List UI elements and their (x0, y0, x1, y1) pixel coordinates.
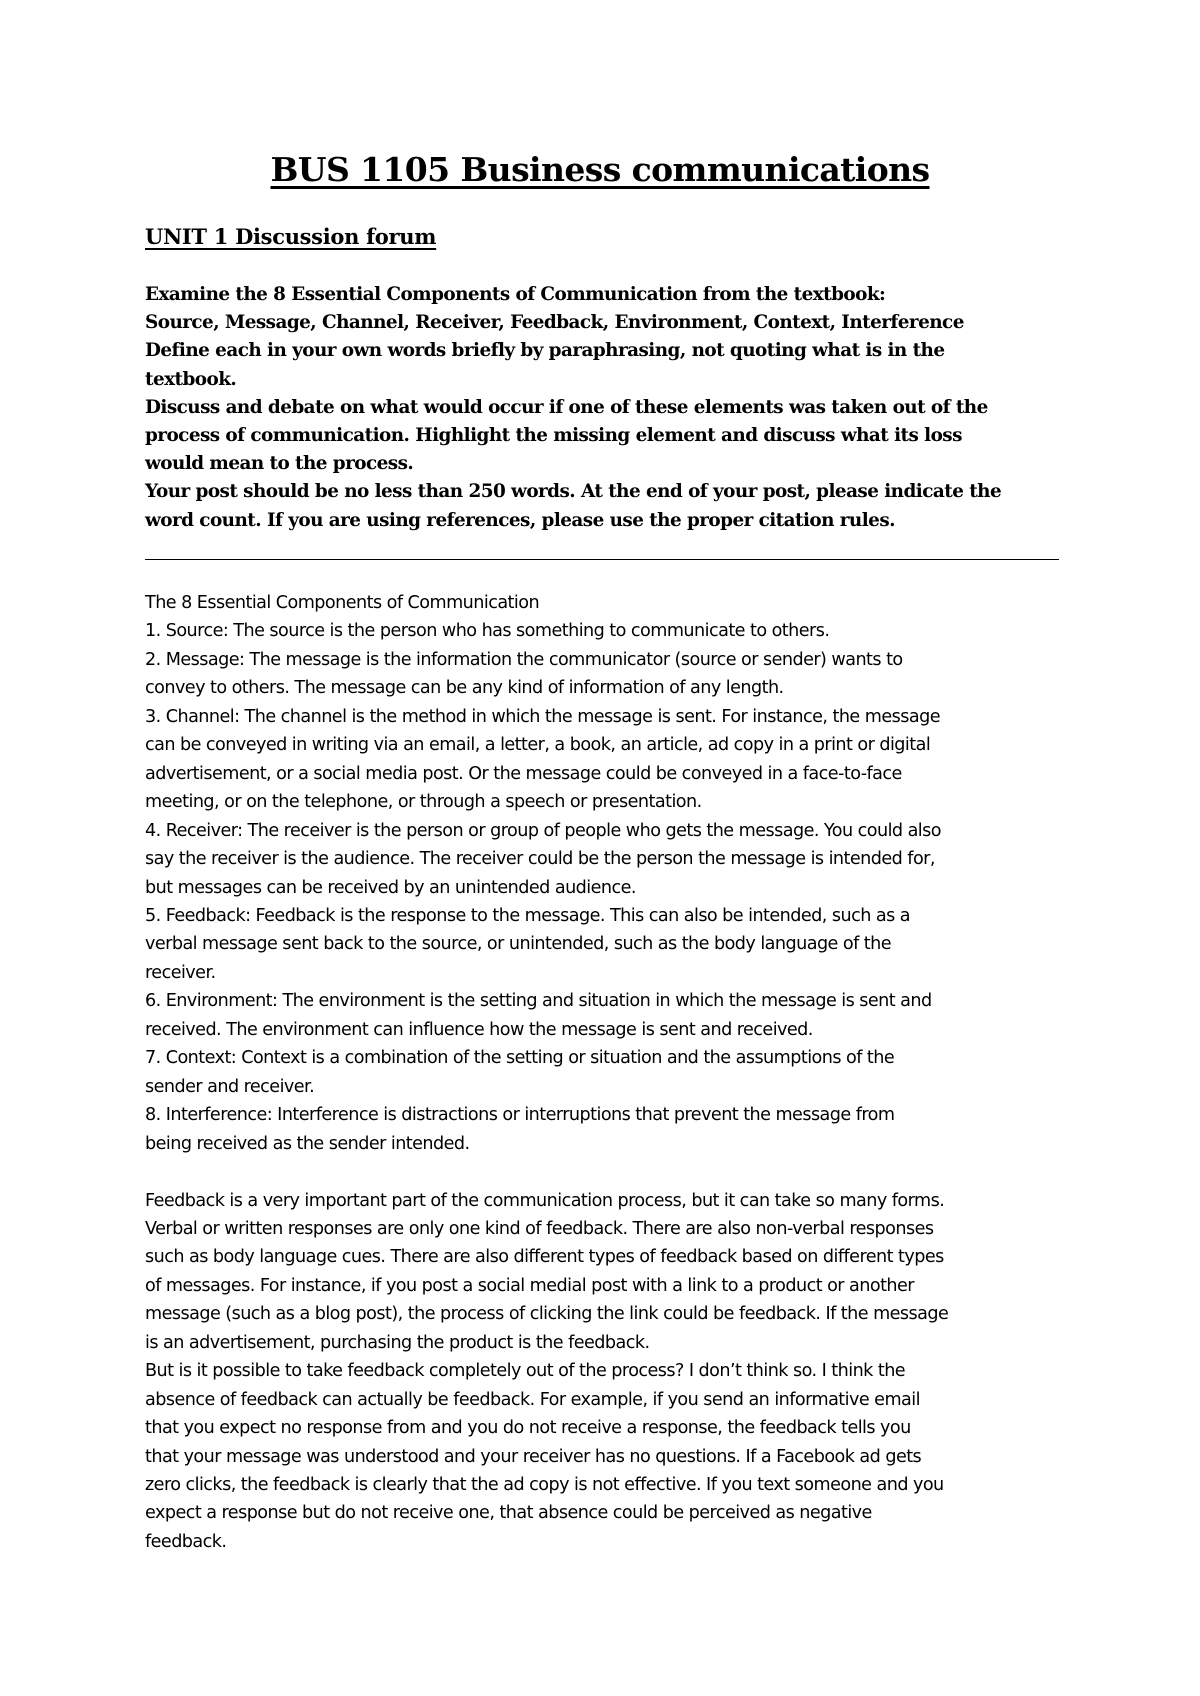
component-line: meeting, or on the telephone, or through a speech or presentation. (145, 792, 702, 813)
prompt-line: Source, Message, Channel, Receiver, Feedback, Environment, Context, Interference (145, 312, 964, 334)
feedback-line: But is it possible to take feedback completely out of the process? I don’t think so. I think the (145, 1361, 906, 1382)
feedback-line: that you expect no response from and you do not receive a response, the feedback tells you (145, 1418, 911, 1439)
component-line: can be conveyed in writing via an email, a letter, a book, an article, ad copy in a print or digital (145, 735, 931, 756)
component-line: verbal message sent back to the source, or unintended, such as the body language of the (145, 934, 892, 955)
component-line: convey to others. The message can be any kind of information of any length. (145, 678, 784, 699)
component-line: 7. Context: Context is a combination of the setting or situation and the assumptions of the (145, 1048, 895, 1069)
component-line: 6. Environment: The environment is the setting and situation in which the message is sent and (145, 991, 932, 1012)
prompt-line: Examine the 8 Essential Components of Communication from the textbook: (145, 284, 886, 305)
component-line: advertisement, or a social media post. Or the message could be conveyed in a face-to-face (145, 763, 902, 784)
unit-heading: UNIT 1 Discussion forum (145, 224, 437, 249)
feedback-line: expect a response but do not receive one, that absence could be perceived as negative (145, 1503, 872, 1524)
feedback-line: of messages. For instance, if you post a social medial post with a link to a product or another (145, 1275, 914, 1296)
feedback-line: that your message was understood and your receiver has no questions. If a Facebook ad gets (145, 1446, 922, 1467)
discussion-answer (145, 589, 1065, 1556)
prompt-line: would mean to the process. (145, 453, 414, 475)
prompt-line: process of communication. Highlight the missing element and discuss what its loss (145, 425, 962, 447)
feedback-line: message (such as a blog post), the process of clicking the link could be feedback. If the message (145, 1304, 949, 1325)
component-line: received. The environment can influence how the message is sent and received. (145, 1019, 813, 1040)
prompt-line: Define each in your own words briefly by paraphrasing, not quoting what is in the (145, 340, 945, 362)
discussion-prompt (145, 281, 1065, 535)
component-line: 3. Channel: The channel is the method in which the message is sent. For instance, the message (145, 706, 940, 727)
component-line: 8. Interference: Interference is distractions or interruptions that prevent the message from (145, 1105, 895, 1126)
component-line: sender and receiver. (145, 1076, 315, 1097)
prompt-line: word count. If you are using references, please use the proper citation rules. (145, 509, 895, 531)
components-heading: The 8 Essential Components of Communication (145, 593, 540, 613)
component-line: 1. Source: The source is the person who has something to communicate to others. (145, 621, 830, 642)
component-line: being received as the sender intended. (145, 1133, 470, 1154)
feedback-line: zero clicks, the feedback is clearly that the ad copy is not effective. If you text someone and you (145, 1475, 944, 1496)
feedback-line: is an advertisement, purchasing the product is the feedback. (145, 1332, 650, 1353)
component-line: say the receiver is the audience. The receiver could be the person the message is intended for, (145, 849, 935, 870)
feedback-line: Verbal or written responses are only one kind of feedback. There are also non-verbal responses (145, 1218, 934, 1239)
feedback-line: feedback. (145, 1531, 227, 1552)
horizontal-rule (145, 559, 1059, 560)
feedback-line: such as body language cues. There are also different types of feedback based on different types (145, 1247, 944, 1268)
component-line: 5. Feedback: Feedback is the response to the message. This can also be intended, such as a (145, 905, 910, 926)
paragraph-gap (145, 1158, 1065, 1186)
prompt-line: textbook. (145, 368, 237, 390)
component-line: 4. Receiver: The receiver is the person or group of people who gets the message. You could also (145, 820, 941, 841)
prompt-line: Your post should be no less than 250 words. At the end of your post, please indicate the (145, 481, 1002, 503)
prompt-line: Discuss and debate on what would occur if one of these elements was taken out of the (145, 396, 988, 418)
document-title: BUS 1105 Business communications (270, 150, 930, 189)
feedback-line: absence of feedback can actually be feedback. For example, if you send an informative email (145, 1389, 920, 1410)
component-line: receiver. (145, 962, 216, 983)
component-line: 2. Message: The message is the information the communicator (source or sender) wants to (145, 649, 903, 670)
component-line: but messages can be received by an unintended audience. (145, 877, 636, 898)
feedback-line: Feedback is a very important part of the communication process, but it can take so many forms. (145, 1190, 945, 1211)
